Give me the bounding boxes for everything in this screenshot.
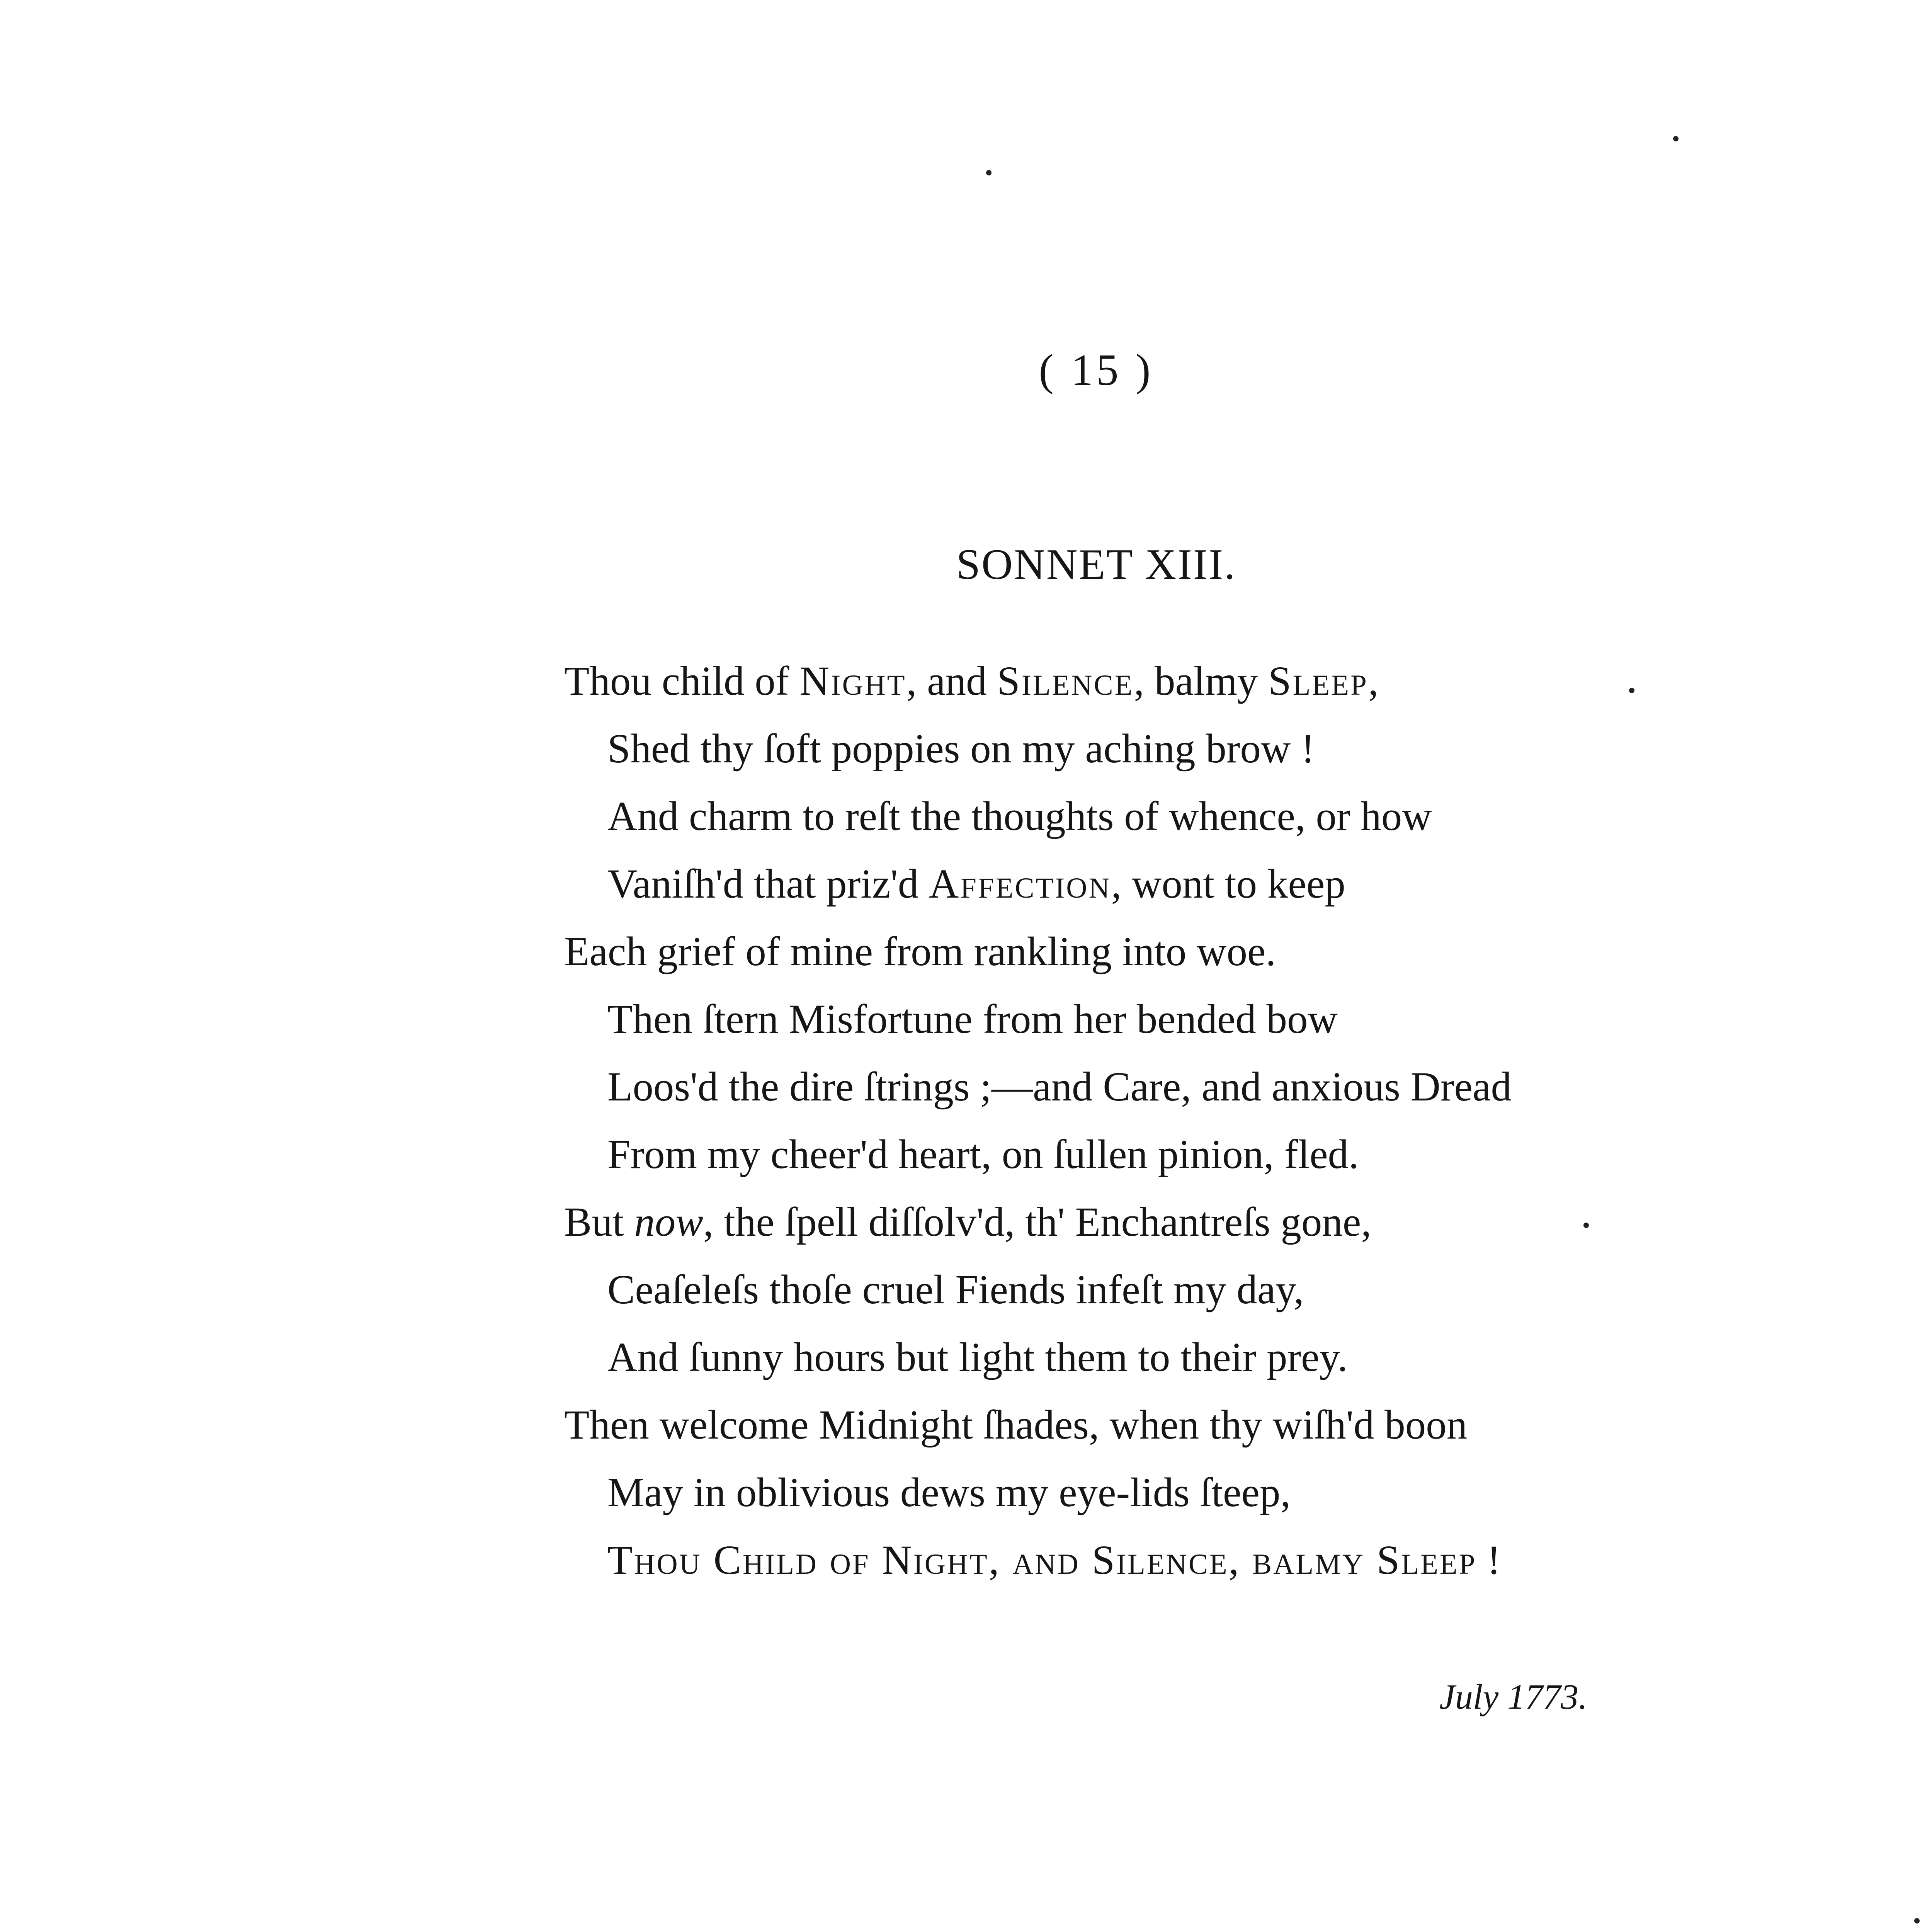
poem-line: [607, 1066, 1512, 1108]
scan-speck: [1914, 1918, 1920, 1923]
poem-line: [564, 658, 1379, 704]
poem-line-text: Affection: [929, 861, 1111, 907]
poem-line: [607, 1337, 1348, 1378]
scan-speck: [986, 170, 992, 175]
page-number: ( 15 ): [1039, 345, 1154, 395]
poem-line-text: , balmy: [1134, 658, 1269, 704]
poem-line-text: now: [634, 1199, 703, 1245]
poem-line: [607, 1269, 1304, 1311]
poem-line-text: Thou child of: [564, 658, 800, 704]
poem-date: July 1773.: [1439, 1677, 1588, 1716]
poem-line-text: Loos'd the dire ſtrings ;—and Care, and anxious Dread: [607, 1064, 1512, 1110]
poem-line: [607, 999, 1338, 1040]
poem-line-text: Thou Child of Night, and Silence, balmy Sleep: [607, 1537, 1477, 1583]
poem-line-text: Each grief of mine from rankling into woe.: [564, 929, 1276, 975]
poem-line-text: May in oblivious dews my eye-lids ſteep,: [607, 1470, 1291, 1515]
poem-line: [607, 796, 1432, 837]
poem-line: [607, 1537, 1501, 1583]
sonnet-title: SONNET XIII.: [956, 541, 1236, 588]
scan-speck: [1673, 136, 1679, 141]
scan-speck: [1629, 688, 1634, 693]
poem-line-text: And charm to reſt the thoughts of whence, or how: [607, 794, 1432, 839]
poem-line-text: , the ſpell diſſolv'd, th' Enchantreſs gone,: [703, 1199, 1372, 1245]
poem-line: [564, 931, 1276, 973]
poem-line-text: From my cheer'd heart, on ſullen pinion, fled.: [607, 1132, 1359, 1177]
poem-line-text: And ſunny hours but light them to their prey.: [607, 1335, 1348, 1380]
poem-line-text: But: [564, 1199, 634, 1245]
poem-line: [564, 1199, 1372, 1245]
poem-line-text: , wont to keep: [1111, 861, 1345, 907]
poem-line-text: Then welcome Midnight ſhades, when thy wiſh'd boon: [564, 1402, 1468, 1448]
poem-line-text: Shed thy ſoft poppies on my aching brow !: [607, 726, 1315, 772]
poem-line-text: Night: [799, 658, 906, 704]
poem-line: [607, 728, 1315, 770]
poem-line: [607, 1472, 1291, 1514]
poem-line-text: Ceaſeleſs thoſe cruel Fiends infeſt my day,: [607, 1267, 1304, 1313]
poem-line-text: Vaniſh'd that priz'd: [607, 861, 929, 907]
poem-line-text: Silence: [997, 658, 1134, 704]
poem-line-text: Then ſtern Misfortune from her bended bow: [607, 997, 1338, 1042]
poem-line-text: Sleep: [1268, 658, 1368, 704]
poem-line-text: , and: [906, 658, 997, 704]
poem-line: [564, 1402, 1468, 1448]
poem-line: [607, 1134, 1359, 1175]
poem-line: [607, 861, 1345, 907]
poem-line-text: ,: [1368, 658, 1379, 704]
poem-line-text: !: [1476, 1537, 1501, 1583]
scan-speck: [1583, 1223, 1589, 1228]
